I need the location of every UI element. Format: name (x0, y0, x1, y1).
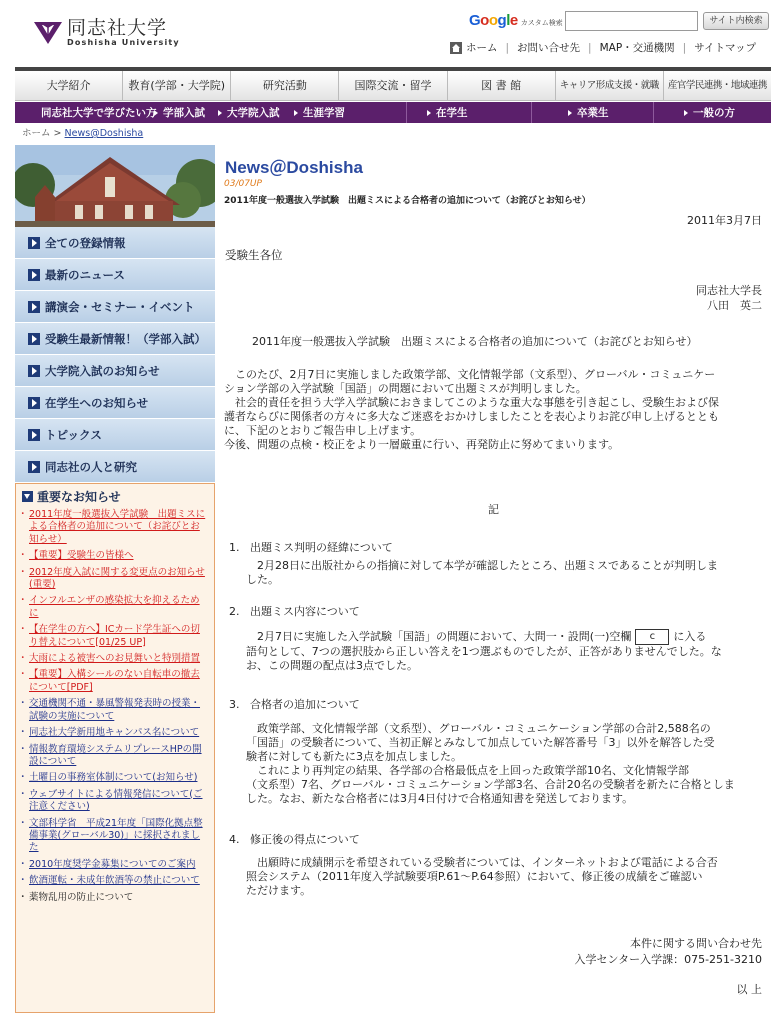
addressee: 受験生各位 (225, 248, 283, 262)
side-nav-label: 最新のニュース (45, 267, 125, 282)
snav-general-label: 一般の方 (693, 107, 735, 119)
section-line: 2月28日に出版社からの指摘に対して本学が確認したところ、出題ミスであることが判明しま (246, 559, 718, 572)
snav-prospective-label: 同志社大学で学びたい方 (41, 107, 157, 119)
section-line (246, 629, 764, 645)
snav-undergrad-admission[interactable] (154, 102, 218, 123)
side-nav-people-research[interactable] (15, 451, 215, 483)
util-separator: | (505, 41, 510, 54)
audience-nav (15, 102, 771, 123)
util-separator: | (682, 41, 687, 54)
side-nav-grad-admission[interactable] (15, 355, 215, 387)
snav-alumni-label: 卒業生 (577, 107, 609, 119)
sender-name: 八田 英二 (707, 299, 762, 312)
side-nav-label: 在学生へのお知らせ (45, 395, 149, 410)
section-line: 「国語」の受験者について、当初正解とみなして加点していた解答番号「3」以外を解答した受 (246, 736, 715, 749)
notice-item[interactable]: ・ 2012年度入試に関する変更点のお知らせ(重要) (22, 567, 208, 592)
utility-nav (450, 40, 756, 55)
section-3-body (246, 722, 764, 806)
section-line: 語句として、7つの選択肢から正しい答えを1つ選ぶものでしたが、正答がありませんでした。な (246, 645, 722, 658)
section-number: 2. (229, 605, 240, 618)
notice-item[interactable]: ・ 文部科学省 平成21年度「国際化拠点整備事業(グローバル30)」に採択されました (22, 818, 208, 855)
snav-alumni[interactable] (532, 102, 653, 123)
notice-item[interactable]: ・ ウェブサイトによる情報発信について(ご注意ください) (22, 789, 208, 814)
arrow-right-icon (28, 461, 40, 473)
snav-lifelong-label: 生涯学習 (303, 107, 345, 119)
intro-line: に、下記のとおりご報告申し上げます。 (224, 424, 422, 437)
breadcrumb-home[interactable]: ホーム (22, 128, 51, 139)
section-line: （文系型）7名、グローバル・コミュニケーション学部3名、合計20名の受験者を新たに合格としま (246, 778, 735, 791)
section-number: 4. (229, 833, 240, 846)
section-line: した。 (246, 573, 279, 586)
arrow-right-icon (568, 110, 572, 116)
contact-label: 本件に関する問い合わせ先 (630, 937, 762, 950)
breadcrumb (22, 125, 143, 139)
arrow-right-icon (684, 110, 688, 116)
util-separator: | (588, 41, 592, 54)
global-nav (15, 67, 771, 101)
main-content (224, 145, 770, 1013)
notice-item[interactable]: ・ 【重要】受験生の皆様へ (22, 550, 208, 562)
side-nav-label: トピックス (45, 427, 102, 442)
site-search-input[interactable] (565, 11, 698, 31)
gnav-library[interactable]: 図 書 館 (448, 71, 556, 100)
contact-phone: 入学センター入学課：075-251-3210 (574, 953, 762, 966)
gnav-research[interactable]: 研究活動 (231, 71, 339, 100)
important-title-text: 重要なお知らせ (37, 490, 121, 504)
notice-item[interactable]: ・ 大雨による被害へのお見舞いと特別措置 (22, 653, 208, 665)
arrow-right-icon (294, 110, 298, 116)
section-1-body (246, 559, 764, 587)
section-title: 出題ミス内容について (250, 605, 360, 618)
closing-mark: 以 上 (736, 983, 762, 996)
notice-list (22, 509, 208, 904)
section-line: 政策学部、文化情報学部（文系型）、グローバル・コミュニケーション学部の合計2,588名の (246, 722, 711, 735)
snav-students[interactable] (407, 102, 531, 123)
gnav-about[interactable]: 大学紹介 (15, 71, 123, 100)
google-custom-search-label (469, 12, 563, 29)
section-line-text: に入る (673, 630, 707, 643)
notice-item[interactable]: ・ 2010年度奨学金募集についてのご案内 (22, 859, 208, 871)
article-headline: 2011年度一般選抜入学試験 出題ミスによる合格者の追加について（お詫びとお知らせ） (224, 196, 591, 206)
side-nav-latest-news[interactable] (15, 259, 215, 291)
sender-title: 同志社大学長 (696, 284, 762, 297)
arrow-right-icon (427, 110, 431, 116)
side-nav (15, 227, 215, 483)
google-logo: Google (469, 12, 518, 29)
arrow-right-icon (28, 269, 40, 281)
side-nav-students[interactable] (15, 387, 215, 419)
university-logo[interactable] (33, 18, 180, 48)
util-home-link[interactable]: ホーム (466, 42, 498, 54)
side-nav-label: 全ての登録情報 (45, 235, 126, 250)
arrow-right-icon (28, 429, 40, 441)
intro-line: 社会的責任を担う大学入学試験におきましてこのような重大な事態を引き起こし、受験生および保 (224, 396, 719, 409)
left-sidebar (15, 145, 215, 1013)
snav-undergrad-label: 学部入試 (163, 107, 205, 119)
section-4-heading (229, 831, 360, 847)
notice-subject: 2011年度一般選抜入学試験 出題ミスによる合格者の追加について（お詫びとお知らせ） (252, 335, 698, 348)
side-nav-label: 大学院入試のお知らせ (45, 363, 160, 378)
gnav-collaboration[interactable]: 産官学民連携・地域連携 (667, 80, 767, 91)
section-2-heading (229, 603, 360, 619)
intro-line: 今後、問題の点検・校正をより一層厳重に行い、再発防止に努めてまいります。 (224, 438, 620, 451)
snav-prospective[interactable] (15, 102, 157, 123)
side-nav-events[interactable] (15, 291, 215, 323)
section-line: 験者に対しても新たに3点を加点しました。 (246, 750, 462, 763)
section-number: 3. (229, 698, 240, 711)
notice-item[interactable]: ・ 【在学生の方へ】ICカード学生証への切り替えについて[01/25 UP] (22, 624, 208, 649)
ki-heading: 記 (488, 503, 499, 516)
arrow-right-icon (28, 365, 40, 377)
breadcrumb-separator: > (53, 128, 62, 139)
arrow-right-icon (28, 237, 40, 249)
section-line-text: 2月7日に実施した入学試験「国語」の問題において、大問一・設問(一)空欄 (246, 630, 632, 643)
article-date: 2011年3月7日 (687, 214, 762, 227)
important-notices-title (22, 488, 208, 505)
arrow-right-icon (28, 333, 40, 345)
notice-item[interactable]: ・ 情報教育環境システムリプレースHPの開設について (22, 744, 208, 769)
blank-answer-box: c (635, 629, 669, 645)
util-contact-link[interactable]: お問い合せ先 (517, 42, 581, 54)
page-title: News＠Doshisha (225, 158, 363, 177)
site-header (0, 0, 780, 66)
snav-general[interactable] (654, 102, 770, 123)
section-title: 出題ミス判明の経緯について (250, 541, 393, 554)
section-line: 出願時に成績開示を希望されている受験者については、インターネットおよび電話による合否 (246, 856, 718, 869)
side-nav-label: 同志社の人と研究 (45, 459, 137, 474)
logo-mark-icon (33, 20, 63, 46)
snav-grad-label: 大学院入試 (227, 107, 280, 119)
notice-item[interactable]: ・ 同志社大学新用地キャンパス名について (22, 727, 208, 739)
section-number: 1. (229, 541, 240, 554)
notice-item[interactable]: ・ 薬物乱用の防止について (22, 892, 208, 904)
section-4-body (246, 856, 764, 898)
side-nav-topics[interactable] (15, 419, 215, 451)
home-icon[interactable] (450, 42, 462, 54)
notice-item[interactable]: ・ 交通機関不通・暴風警報発表時の授業・試験の実施について (22, 698, 208, 723)
intro-line: このたび、2月7日に実施しました政策学部、文化情報学部（文系型）、グローバル・コミュニケー (224, 368, 716, 381)
logo-name-jp: 同志社大学 (67, 17, 168, 39)
section-line: ただけます。 (246, 884, 312, 897)
breadcrumb-current[interactable]: News@Doshisha (64, 128, 144, 139)
gnav-career[interactable]: キャリア形成支援・就職 (556, 71, 664, 100)
snav-grad-admission[interactable] (218, 102, 294, 123)
snav-lifelong-learning[interactable] (294, 102, 406, 123)
snav-students-label: 在学生 (436, 107, 468, 119)
side-nav-label: 講演会・セミナー・イベント (45, 299, 195, 314)
section-title: 修正後の得点について (250, 833, 360, 846)
notice-item[interactable]: ・ 2011年度一般選抜入学試験 出題ミスによる合格者の追加について（お詫びとお知らせ） (22, 509, 208, 546)
update-date-tag: 03/07UP (224, 179, 262, 189)
site-search-button[interactable]: サイト内検索 (703, 12, 769, 30)
logo-name-en: Doshisha University (67, 38, 180, 47)
section-line: した。なお、新たな合格者には3月4日付けで合格通知書を発送しております。 (246, 792, 634, 805)
campus-chapel-photo (15, 145, 215, 227)
chapel-illustration (15, 145, 215, 227)
section-2-body (246, 629, 764, 673)
arrow-right-icon (28, 397, 40, 409)
notice-item[interactable]: ・ 土曜日の事務室体制について(お知らせ) (22, 772, 208, 784)
util-map-link[interactable]: MAP・交通機関 (599, 42, 675, 54)
notice-item[interactable]: ・ 飲酒運転・未成年飲酒等の禁止について (22, 875, 208, 887)
notice-item[interactable]: ・ 【重要】入構シールのない自転車の撤去について[PDF] (22, 669, 208, 694)
gnav-education[interactable]: 教育(学部・大学院) (123, 71, 231, 100)
arrow-right-icon (218, 110, 222, 116)
notice-item[interactable]: ・ インフルエンザの感染拡大を抑えるために (22, 595, 208, 620)
util-sitemap-link[interactable]: サイトマップ (694, 42, 757, 54)
section-1-heading (229, 539, 393, 555)
important-notices (15, 483, 215, 1013)
intro-paragraph (224, 368, 764, 452)
side-nav-label: 受験生最新情報！（学部入試） (45, 331, 206, 346)
section-line: これにより再判定の結果、各学部の合格最低点を上回った政策学部10名、文化情報学部 (246, 764, 689, 777)
side-nav-all[interactable] (15, 227, 215, 259)
intro-line: ション学部の入学試験「国語」の問題において出題ミスが判明しました。 (224, 382, 587, 395)
arrow-right-icon (28, 301, 40, 313)
arrow-down-icon (22, 491, 33, 502)
custom-search-label: カスタム検索 (520, 18, 563, 27)
arrow-right-icon (154, 110, 158, 116)
side-nav-applicants[interactable] (15, 323, 215, 355)
section-line: 照会システム（2011年度入学試験要項P.61～P.64参照）において、修正後の成績をご確認い (246, 870, 703, 883)
section-line: お、この問題の配点は3点でした。 (246, 659, 418, 672)
section-title: 合格者の追加について (250, 698, 360, 711)
intro-line: 護者ならびに関係者の方々に多大なご迷惑をおかけしましたことを表心よりお詫び申し上げるととも (224, 410, 719, 423)
section-3-heading (229, 696, 360, 712)
gnav-international[interactable]: 国際交流・留学 (339, 71, 447, 100)
